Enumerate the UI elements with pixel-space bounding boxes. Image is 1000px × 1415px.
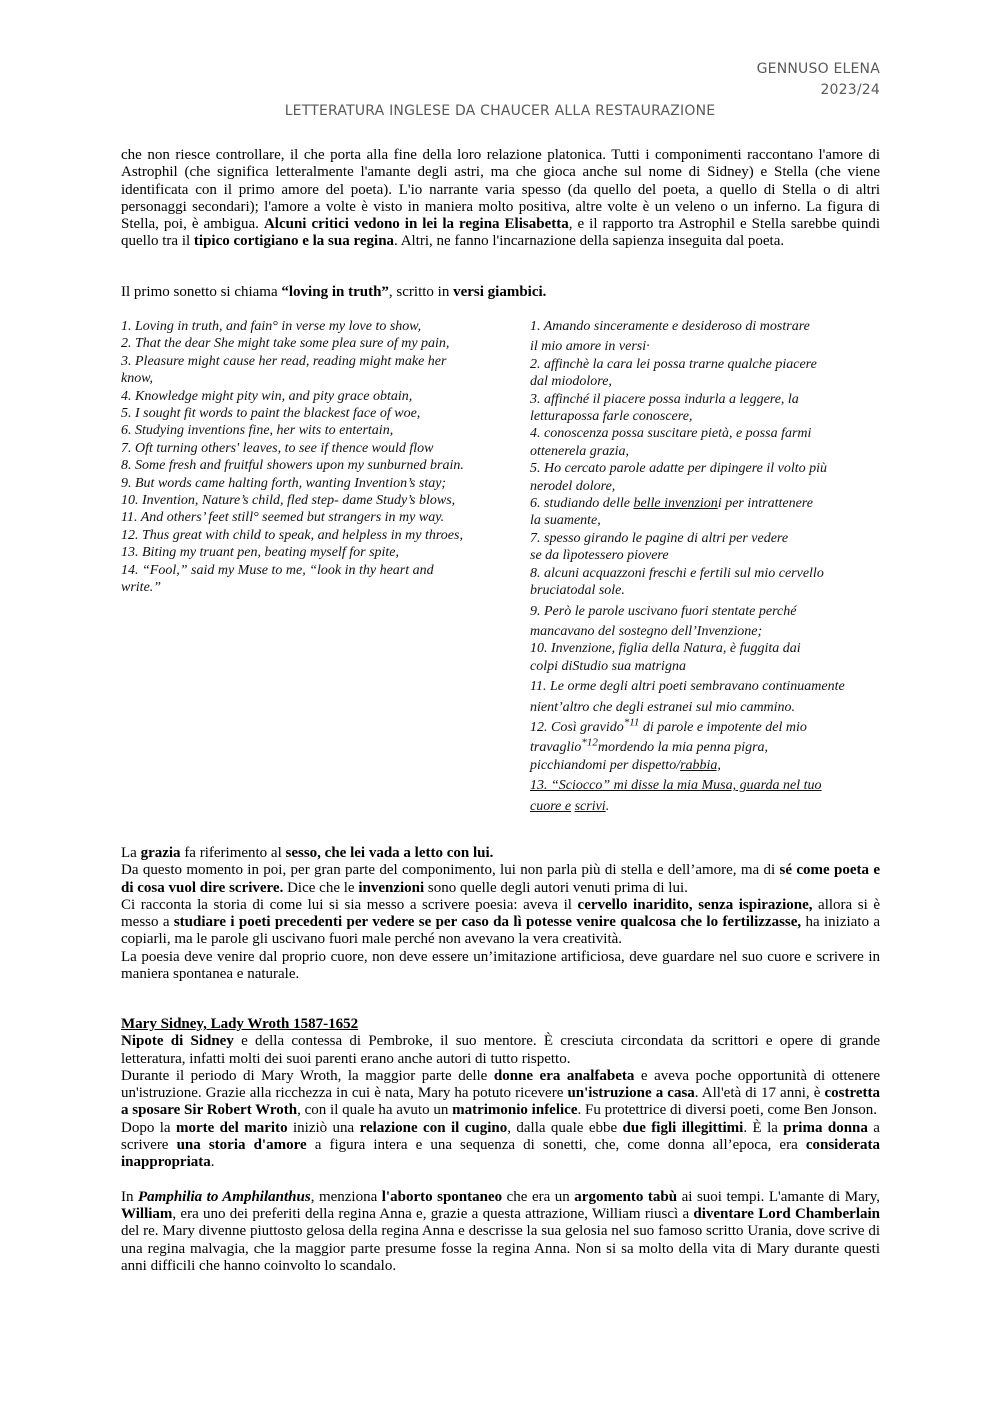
poem-line: 2. affinchè la cara lei possa trarne qualche piacere (530, 356, 817, 372)
poem-line: dal miodolore, (530, 374, 612, 390)
text: ai suoi tempi. L'amante di Mary, (677, 1188, 880, 1205)
poem-line: mancavano del sostegno dell’Invenzione; (530, 623, 763, 639)
text: Dopo la (121, 1119, 176, 1136)
poem-line: bruciatodal sole. (530, 583, 625, 599)
poem-line: 4. Knowledge might pity win, and pity grace obtain, (121, 388, 413, 404)
text: i per intrattenere (717, 496, 813, 512)
poem-line: la suamente, (530, 513, 601, 529)
poem-line: 6. Studying inventions fine, her wits to entertain, (121, 423, 394, 439)
poem-line: ottenerela grazia, (530, 443, 630, 459)
paragraph-gap (121, 1172, 880, 1189)
poem-line: se da lìpotessero piovere (530, 548, 669, 564)
poem-italian (530, 318, 880, 815)
intro-paragraph (121, 147, 880, 251)
text: La (121, 845, 141, 861)
text: . Fu protettrice di diversi poeti, come Ben Jonson. (577, 1102, 878, 1119)
bold-text: l'aborto spontaneo (381, 1188, 503, 1205)
underlined-text: rabbia, (680, 757, 721, 773)
poem-line: 1. Loving in truth, and fain° in verse my love to show, (121, 319, 422, 334)
poem-line (530, 798, 880, 815)
bold-text: donne era analfabeta (493, 1067, 635, 1084)
section-heading: Mary Sidney, Lady Wroth 1587-1652 (121, 1016, 359, 1032)
text: , e il rapporto tra Astrophil e Stella sarebbe quindi quello tra il (121, 216, 881, 250)
text: 12. Così gravido (530, 719, 624, 735)
bold-text: costretta a sposare Sir Robert Wroth (121, 1085, 880, 1119)
poem-line: colpi diStudio sua matrigna (530, 658, 686, 674)
poem-line: 10. Invenzione, figlia della Natura, è fuggita dai (530, 641, 801, 657)
bold-text: morte del marito (175, 1119, 288, 1136)
poem-line: il mio amore in versi· (530, 339, 650, 355)
poem-line: 11. Le orme degli altri poeti sembravano continuamente (530, 679, 845, 695)
bold-text: una storia d'amore (176, 1137, 307, 1154)
poem-line (530, 495, 880, 512)
text: Ci racconta la storia di come lui si sia messo a scrivere poesia: aveva il (121, 896, 578, 913)
poem-line (530, 736, 880, 756)
text: del re. Mary divenne piuttosto gelosa della regina Anna e descrisse la sua gelosia nel suo famoso scritto Urania, dove scrive di una regina malvagia, che la maggior parte presume fosse la regina Anna. Non si sa molto della vita di Mary durante questi anni difficili che hanno coinvolto lo scandalo. (121, 1223, 880, 1274)
bold-text: un'istruzione a casa (567, 1085, 695, 1102)
underlined-text: scrivi (574, 798, 606, 814)
header-year: 2023/24 (820, 82, 880, 98)
text: In (121, 1188, 138, 1205)
commentary-section (121, 845, 880, 983)
mary-wroth-section (121, 1016, 880, 1275)
footnote-marker: *11 (623, 716, 640, 729)
first-sonnet-line (121, 284, 880, 301)
poem-line: 9. But words came halting forth, wanting Invention’s stay; (121, 475, 447, 491)
poem-line: 5. I sought fit words to paint the blackest face of woe, (121, 406, 421, 422)
text: . (210, 1154, 215, 1171)
bold-text: argomento tabù (574, 1188, 678, 1205)
bold-text: matrimonio infelice (452, 1102, 578, 1119)
poem-line: 8. alcuni acquazzoni freschi e fertili sul mio cervello (530, 565, 824, 581)
poem-line: nient’altro che degli estranei sul mio cammino. (530, 699, 796, 715)
text: e della contessa di Pembroke, il suo mentore. È cresciuta circondata da scrittori e opere di grande letteratura, infatti molti dei suoi parenti erano anche autori di tutto rispetto. (121, 1033, 880, 1067)
text: . All'età di 17 anni, è (694, 1085, 825, 1102)
bold-text: “loving in truth” (281, 284, 389, 300)
text: che era un (502, 1188, 575, 1205)
poem-line: 4. conoscenza possa suscitare pietà, e possa farmi (530, 426, 812, 442)
bold-text: Alcuni critici vedono in lei la regina Elisabetta (263, 216, 569, 233)
text: fa riferimento al (180, 845, 286, 861)
bold-text: William (121, 1205, 173, 1222)
bold-text: sé come poeta e di cosa vuol dire scrivere. (121, 862, 880, 896)
poem-line: 8. Some fresh and fruitful showers upon my sunburned brain. (121, 458, 464, 474)
text: travaglio (530, 740, 582, 756)
bold-text: grazia (140, 845, 181, 861)
text: sono quelle degli autori venuti prima di lui. (424, 879, 688, 896)
text: ha iniziato a copiarli, ma le parole gli uscivano fuori male perché non avevano la vera creatività. (121, 914, 880, 948)
poem-line: 7. spesso girando le pagine di altri per vedere (530, 530, 789, 546)
bold-text: tipico cortigiano e la sua regina (193, 233, 395, 250)
text: Dice che le (283, 879, 359, 896)
text: , dalla quale ebbe (507, 1119, 623, 1136)
text: , menziona (310, 1188, 382, 1205)
poem-line: letturapossa farle conoscere, (530, 409, 693, 425)
bold-text: invenzioni (358, 879, 425, 896)
text: a figura intera e una sequenza di sonetti, che, come donna all’epoca, era (306, 1137, 806, 1154)
poem-line: 12. Thus great with child to speak, and helpless in my throes, (121, 527, 463, 543)
poem-line (530, 716, 880, 736)
text: , era uno dei preferiti della regina Anna e, grazie a questa attrazione, William riuscì a (172, 1205, 694, 1222)
bold-text: versi giambici. (453, 284, 547, 300)
text: . È la (743, 1119, 784, 1136)
text: . Altri, ne fanno l'incarnazione della sapienza inseguita dal poeta. (394, 233, 785, 250)
poem-line (530, 757, 880, 774)
header-course-title: LETTERATURA INGLESE DA CHAUCER ALLA RESTAURAZIONE (284, 103, 716, 119)
poem-line: nerodel dolore, (530, 478, 616, 494)
poem-line: 7. Oft turning others' leaves, to see if thence would flow (121, 440, 434, 456)
paragraph: La poesia deve venire dal proprio cuore, non deve essere un’imitazione artificiosa, deve guardare nel suo cuore e scrivere in maniera spontanea e naturale. (121, 948, 880, 983)
text: Da questo momento in poi, per gran parte del componimento, lui non parla più di stella e dell’amore, ma di (121, 862, 780, 879)
text: a scrivere (121, 1119, 880, 1154)
underlined-text: 13. “Sciocco” mi disse la mia Musa, guarda nel tuo (530, 778, 822, 794)
poem-line: 3. affinché il piacere possa indurla a leggere, la (530, 391, 799, 407)
bold-text: cervello inaridito, senza ispirazione, (577, 896, 813, 913)
poem-line: 13. Biting my truant pen, beating myself for spite, (121, 545, 400, 561)
text: Durante il periodo di Mary Wroth, la maggior parte delle (121, 1067, 494, 1084)
poem-line: 5. Ho cercato parole adatte per dipingere il volto più (530, 461, 828, 477)
bold-text: Nipote di Sidney (121, 1033, 234, 1050)
bold-text: sesso, che lei vada a letto con lui. (285, 845, 494, 861)
underlined-text: cuore e (530, 798, 572, 814)
underlined-text: belle invenzion (633, 496, 718, 512)
header-author: GENNUSO ELENA (756, 61, 880, 77)
text: 6. studiando delle (530, 496, 634, 512)
text: , scritto in (388, 284, 454, 300)
text: picchiandomi per dispetto/ (530, 757, 681, 773)
text: iniziò una (287, 1119, 360, 1136)
bold-text: relazione con il cugino (359, 1119, 508, 1136)
poem-line: 2. That the dear She might take some plea sure of my pain, (121, 336, 450, 352)
text: di parole e impotente del mio (639, 719, 807, 735)
text: allora si è messo a (121, 896, 880, 931)
poem-line: 11. And others’ feet still° seemed but strangers in my way. (121, 510, 445, 526)
poem-line: 10. Invention, Nature’s child, fled step- dame Study’s blows, (121, 493, 456, 509)
text: e aveva poche opportunità di ottenere un'istruzione. Grazie alla ricchezza in cui è nata, Mary ha potuto ricevere (121, 1067, 881, 1102)
text: che non riesce controllare, il che porta alla fine della loro relazione platonica. Tutti i componimenti raccontano l'amore di Astrophil (che significa letteralmente l'amante degli astri, ma che gioca anche sul nome di Sidney) e Stella (che viene identificata con il primo amore del poeta). L'io narrante varia spesso (da quello del poeta, a quello di Stella o di altri personaggi secondari); l'amore a volte è visto in maniera molto positiva, altre volte è un veleno o un inferno. La figura di Stella, poi, è ambigua. (121, 147, 880, 233)
text: mordendo la mia penna pigra, (597, 740, 769, 756)
poem-english (121, 318, 466, 597)
poem-line: 14. “Fool,” said my Muse to me, “look in thy heart and write.” (121, 562, 434, 596)
poem-line: 3. Pleasure might cause her read, reading might make her know, (121, 353, 447, 387)
poem-line: 1. Amando sinceramente e desideroso di mostrare (530, 319, 810, 334)
text: . (605, 798, 610, 814)
poem-line (530, 777, 880, 794)
bold-text: prima donna (783, 1119, 868, 1136)
bold-text: studiare i poeti precedenti per vedere se per caso da lì potesse venire qualcosa che lo fertilizzasse, (173, 914, 802, 931)
bold-italic-text: Pamphilia to Amphilanthus (138, 1188, 311, 1205)
text: , con il quale ha avuto un (297, 1102, 453, 1119)
footnote-marker: *12 (581, 736, 598, 749)
poem-line: 9. Però le parole uscivano fuori stentate perché (530, 603, 797, 619)
bold-text: considerata inappropriata (121, 1137, 880, 1171)
bold-text: due figli illegittimi (622, 1119, 744, 1136)
bold-text: diventare Lord Chamberlain (693, 1205, 880, 1222)
text: Il primo sonetto si chiama (121, 284, 282, 300)
